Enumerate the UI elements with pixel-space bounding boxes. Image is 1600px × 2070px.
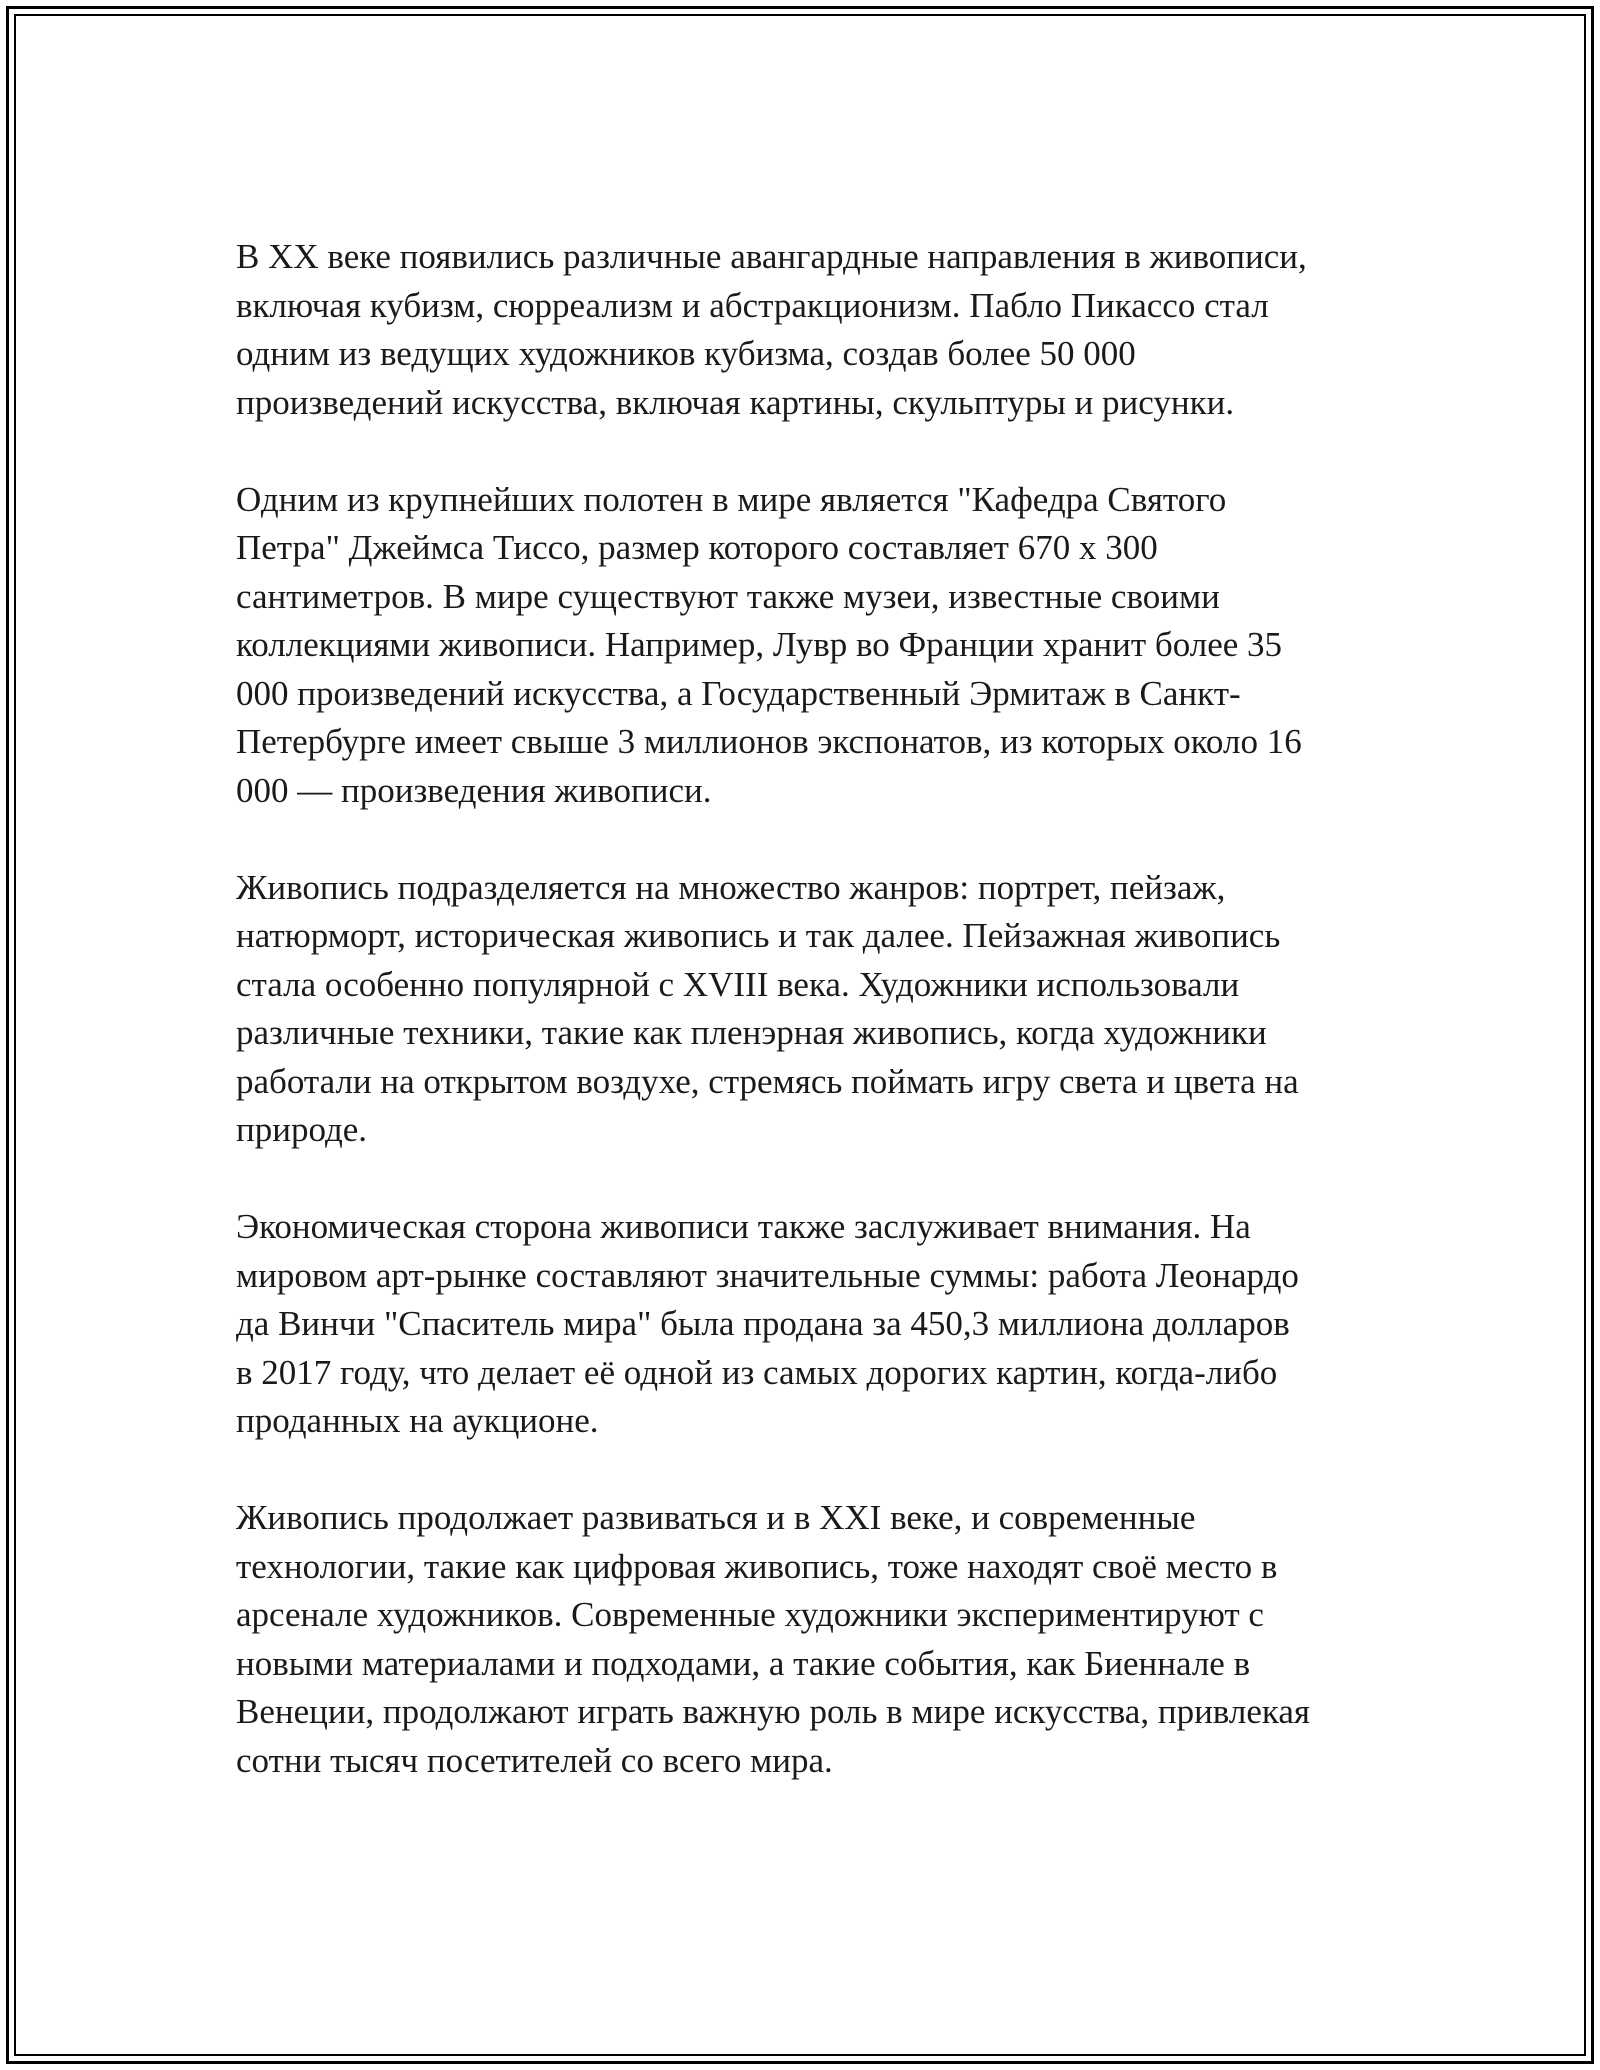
- text-line: различные техники, такие как пленэрная живопись, когда художники: [236, 1013, 1267, 1052]
- text-line: да Винчи "Спаситель мира" была продана за 450,3 миллиона долларов: [236, 1304, 1290, 1343]
- document-body: [236, 233, 1396, 1834]
- text-line: Петербурге имеет свыше 3 миллионов экспонатов, из которых около 16: [236, 722, 1302, 761]
- text-line: арсенале художников. Современные художники экспериментируют с: [236, 1595, 1264, 1634]
- paragraph-art-market-economics: [236, 1203, 1396, 1446]
- text-line: природе.: [236, 1110, 368, 1149]
- text-line: Живопись подразделяется на множество жанров: портрет, пейзаж,: [236, 867, 1226, 907]
- text-line: одним из ведущих художников кубизма, создав более 50 000: [236, 334, 1136, 373]
- text-line: Живопись продолжает развиваться и в XXI веке, и современные: [236, 1498, 1196, 1537]
- text-line: сантиметров. В мире существуют также музеи, известные своими: [236, 576, 1220, 616]
- text-line: сотни тысяч посетителей со всего мира.: [236, 1740, 833, 1780]
- text-line: 000 — произведения живописи.: [236, 770, 712, 810]
- text-line: 000 произведений искусства, а Государственный Эрмитаж в Санкт-: [236, 673, 1241, 713]
- text-line: новыми материалами и подходами, а такие события, как Биеннале в: [236, 1643, 1251, 1683]
- text-line: Экономическая сторона живописи также заслуживает внимания. На: [236, 1207, 1251, 1246]
- text-line: произведений искусства, включая картины, скульптуры и рисунки.: [236, 382, 1235, 422]
- text-line: технологии, такие как цифровая живопись, тоже находят своё место в: [236, 1546, 1278, 1586]
- text-line: Одним из крупнейших полотен в мире является "Кафедра Святого: [236, 479, 1227, 519]
- paragraph-painting-genres: [236, 864, 1396, 1155]
- paragraph-20th-century-avant-garde: [236, 233, 1396, 427]
- text-line: Венеции, продолжают играть важную роль в мире искусства, привлекая: [236, 1692, 1310, 1731]
- text-line: проданных на аукционе.: [236, 1401, 599, 1440]
- text-line: натюрморт, историческая живопись и так далее. Пейзажная живопись: [236, 916, 1281, 955]
- text-line: мировом арт-рынке составляют значительные суммы: работа Леонардо: [236, 1255, 1299, 1295]
- text-line: в 2017 году, что делает её одной из самых дорогих картин, когда-либо: [236, 1352, 1278, 1392]
- text-line: стала особенно популярной с XVIII века. Художники использовали: [236, 964, 1240, 1004]
- text-line: В XX веке появились различные авангардные направления в живописи,: [236, 237, 1307, 276]
- text-line: включая кубизм, сюрреализм и абстракционизм. Пабло Пикассо стал: [236, 285, 1269, 325]
- text-line: Петра" Джеймса Тиссо, размер которого составляет 670 x 300: [236, 528, 1158, 567]
- text-line: работали на открытом воздухе, стремясь поймать игру света и цвета на: [236, 1061, 1299, 1101]
- paragraph-largest-canvases-museums: [236, 476, 1396, 816]
- text-line: коллекциями живописи. Например, Лувр во Франции хранит более 35: [236, 625, 1283, 664]
- paragraph-21st-century-painting: [236, 1494, 1396, 1785]
